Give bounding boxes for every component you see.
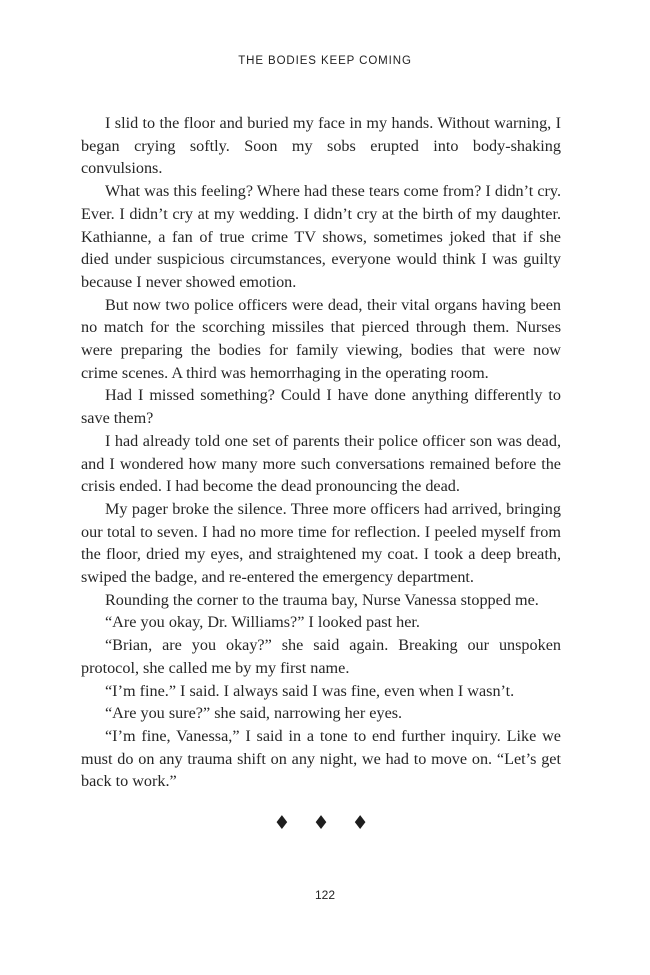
paragraph: “Are you sure?” she said, narrowing her eyes. [105,704,403,723]
section-break-ornament [0,812,650,834]
paragraph: I slid to the floor and buried my face in my hands. Without warning, I began crying softly. Soon my sobs erupted into body-shaking convulsions. [81,114,561,178]
paragraph: But now two police officers were dead, their vital organs having been no match for the scorching missiles that pierced through them. Nurses were preparing the bodies for family viewing, bodies that were now crime scenes. A third was hemorrhaging in the operating room. [81,295,561,382]
diamond-icon: ♦ [312,812,338,834]
paragraph: Had I missed something? Could I have done anything differently to save them? [81,386,561,428]
paragraph: What was this feeling? Where had these tears come from? I didn’t cry. Ever. I didn’t cry at my wedding. I didn’t cry at the birth of my daughter. Kathianne, a fan of true crime TV shows, sometimes joked that if she died under suspicious circumstances, everyone would think I was guilty because I never showed emotion. [81,182,561,291]
paragraph: I had already told one set of parents their police officer son was dead, and I wondered how many more such conversations remained before the crisis ended. I had become the dead pronouncing the dead. [81,431,561,496]
paragraph: “Are you okay, Dr. Williams?” I looked past her. [105,613,420,632]
diamond-icon: ♦ [351,812,377,834]
paragraph: My pager broke the silence. Three more officers had arrived, bringing our total to seven. I had no more time for reflection. I peeled myself from the floor, dried my eyes, and straightened my coat. I took a deep breath, swiped the badge, and re-entered the emergency department. [81,499,561,587]
page-number: 122 [314,888,336,902]
paragraph: “I’m fine, Vanessa,” I said in a tone to end further inquiry. Like we must do on any trauma shift on any night, we had to move on. “Let’s get back to work.” [81,726,561,791]
paragraph: Rounding the corner to the trauma bay, Nurse Vanessa stopped me. [105,590,539,609]
paragraph: “I’m fine.” I said. I always said I was fine, even when I wasn’t. [105,681,515,700]
running-head: THE BODIES KEEP COMING [238,55,412,67]
paragraph: “Brian, are you okay?” she said again. Breaking our unspoken protocol, she called me by my first name. [81,636,561,677]
diamond-icon: ♦ [273,812,299,834]
body-text [81,112,561,793]
